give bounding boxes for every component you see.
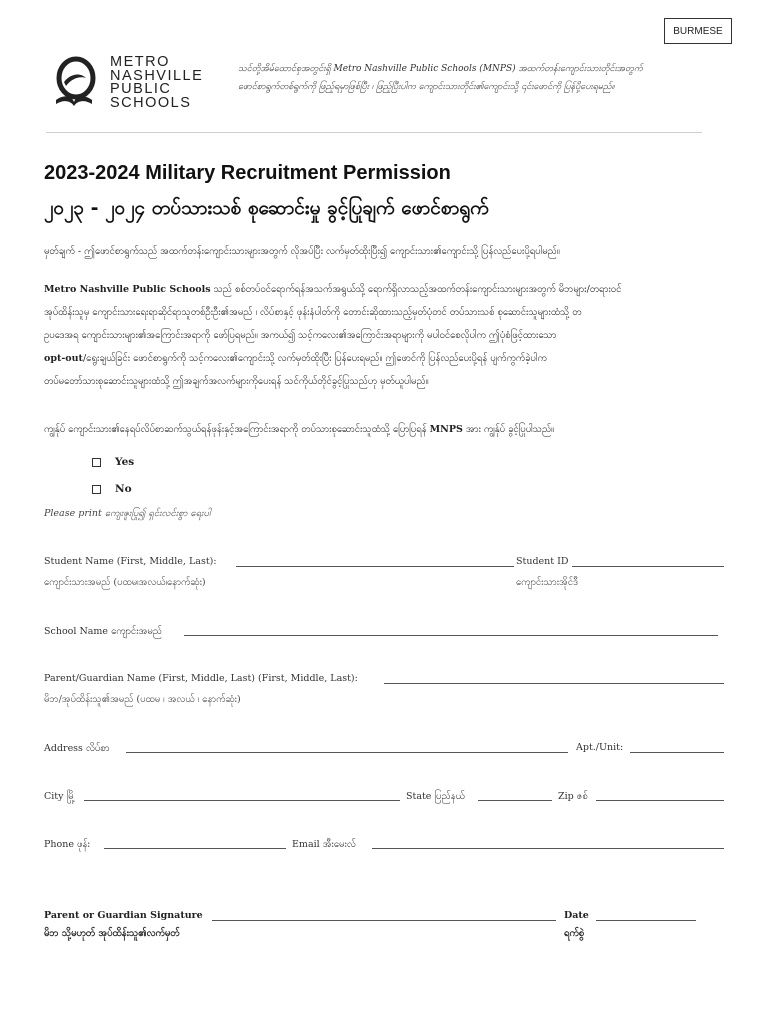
signature-label: Parent or Guardian Signature <box>44 910 203 921</box>
zip-label: Zip ဇစ် <box>558 791 588 802</box>
paragraph-text: /ရွေးချယ်ခြင်း ဖောင်စာရွက်ကို သင့်ကလေး၏ကျောင်းသို့ လက်မှတ်ထိုးပြီး ပြန်ပေးရမည်။ ဤဖောင်ကို ပြန်လည်ပေးပို့ရန် ပျက်ကွက်ခဲ့ပါက <box>82 353 547 364</box>
state-label: State ပြည်နယ် <box>406 791 465 802</box>
paragraph-line <box>44 278 764 301</box>
phone-field[interactable] <box>104 837 286 849</box>
phone-label: Phone ဖုန်း <box>44 839 90 850</box>
consent-bold: MNPS <box>429 424 463 435</box>
mnps-logo-icon <box>50 56 98 112</box>
page-title: 2023-2024 Military Recruitment Permission <box>44 162 451 184</box>
paragraph-bold: Metro Nashville Public Schools <box>44 284 211 295</box>
paragraph-text: အုပ်ထိန်းသူမှ ကျောင်းသားရေးရာဆိုင်ရာသူတစ်ဦးဦး၏အမည် ၊ လိပ်စာနှင့် ဖုန်းနံပါတ်ကို တောင်းဆိုထားသည့်မှတ်ပုံတင် တပ်သားသစ် စုဆောင်းသူများထံသို့ တ <box>44 307 582 318</box>
zip-field[interactable] <box>596 789 724 801</box>
parent-name-field[interactable] <box>384 672 724 684</box>
school-name-field[interactable] <box>184 624 718 636</box>
student-id-sublabel: ကျောင်းသားအိုင်ဒီ <box>516 577 578 588</box>
student-id-field[interactable] <box>572 555 724 567</box>
date-field[interactable] <box>596 909 696 921</box>
consent-statement <box>44 418 764 441</box>
apt-label: Apt./Unit: <box>576 742 624 753</box>
intro-text <box>238 60 738 96</box>
student-name-label: Student Name (First, Middle, Last): <box>44 556 217 567</box>
date-label: Date <box>564 910 589 921</box>
header-divider <box>46 132 702 133</box>
consent-text: ကျွန်ုပ် ကျောင်းသား၏နေရပ်လိပ်စာဆက်သွယ်ရန်ဖုန်းနှင့်အကြောင်းအရာကို တပ်သားစုဆောင်းသူထံသို့ ပြောပြရန် <box>44 424 430 435</box>
policy-paragraph <box>44 278 764 393</box>
logo-line: PUBLIC <box>110 81 172 97</box>
no-checkbox[interactable] <box>92 485 101 494</box>
logo-wordmark <box>110 56 203 110</box>
state-field[interactable] <box>478 789 552 801</box>
date-sublabel: ရက်စွဲ <box>564 928 585 939</box>
paragraph-line <box>44 347 764 370</box>
city-label: City မြို့ <box>44 791 76 802</box>
student-name-sublabel: ကျောင်းသားအမည် (ပထမ၊အလယ်၊နောက်ဆုံး) <box>44 577 206 588</box>
parent-name-sublabel: မိဘ/အုပ်ထိန်းသူ၏အမည် (ပထမ ၊ အလယ် ၊ နောက်ဆုံး) <box>44 694 241 705</box>
language-badge: BURMESE <box>664 18 732 44</box>
signature-field[interactable] <box>212 909 556 921</box>
logo-line: METRO <box>110 54 170 70</box>
intro-line: ဖောင်စာရွက်တစ်ရွက်ကို ဖြည့်ရမှာဖြစ်ပြီး ၊ ဖြည့်ပြီးပါက ကျောင်းသားတိုင်း၏ကျောင်းသို့ ၎င်းဖောင်ကို ပြန်ပို့ပေးရမည်။ <box>238 82 615 92</box>
no-label: No <box>115 483 132 495</box>
intro-line: သင်တို့အိမ်ထောင်စုအတွင်းရှိ Metro Nashville Public Schools (MNPS) အထက်တန်းကျောင်းသားတိုင်းအတွက် <box>238 64 643 74</box>
logo-line: NASHVILLE <box>110 67 204 84</box>
page-title-burmese: ၂၀၂၃ - ၂၀၂၄ တပ်သားသစ် စုဆောင်းမှု ခွင့်ပြုချက် ဖောင်စာရွက် <box>44 197 489 219</box>
school-name-label: School Name ကျောင်းအမည် <box>44 626 162 637</box>
apt-field[interactable] <box>630 741 724 753</box>
yes-option[interactable] <box>92 456 134 468</box>
logo-line: SCHOOLS <box>110 94 192 111</box>
address-label: Address လိပ်စာ <box>44 743 110 754</box>
yes-checkbox[interactable] <box>92 458 101 467</box>
student-id-label: Student ID <box>516 556 569 567</box>
email-label: Email အီးမေးလ် <box>292 839 356 850</box>
address-field[interactable] <box>126 741 568 753</box>
paragraph-line <box>44 370 764 393</box>
consent-text: အား ကျွန်ုပ် ခွင့်ပြုပါသည်။ <box>462 424 554 435</box>
paragraph-text: သည် စစ်တပ်ဝင်ရောက်ရန်အသက်အရွယ်သို့ ရောက်ရှိလာသည့်အထက်တန်းကျောင်းသားများအတွက် မိဘများ/တရားဝင် <box>210 284 622 295</box>
student-name-field[interactable] <box>236 555 514 567</box>
paragraph-line <box>44 301 764 324</box>
paragraph-line <box>44 324 764 347</box>
paragraph-bold: opt-out <box>44 353 83 364</box>
signature-sublabel: မိဘ သို့မဟုတ် အုပ်ထိန်းသူ၏လက်မှတ် <box>44 928 180 939</box>
parent-name-label: Parent/Guardian Name (First, Middle, Last) (First, Middle, Last): <box>44 673 358 684</box>
yes-label: Yes <box>115 456 135 468</box>
form-note: မှတ်ချက် - ဤဖောင်စာရွက်သည် အထက်တန်းကျောင်းသားများအတွက် လိုအပ်ပြီး လက်မှတ်ထိုးပြီး၍ ကျောင်းသား၏ကျောင်းသို့ ပြန်လည်ပေးပို့ရပါမည်။ <box>44 246 560 257</box>
paragraph-text: ဥပဒေအရ ကျောင်းသားများ၏အကြောင်းအရာကို ဖော်ပြရမည်။ အကယ်၍ သင့်ကလေး၏အကြောင်းအရာများကို မပါဝင်စေလိုပါက ဤပုံစံဖြင့်ထားသော <box>44 330 557 341</box>
email-field[interactable] <box>372 837 724 849</box>
no-option[interactable] <box>92 483 132 495</box>
city-field[interactable] <box>84 789 400 801</box>
paragraph-text: တပ်မတော်သားစုဆောင်းသူများထံသို့ ဤအချက်အလက်များကိုပေးရန် သင်ကိုယ်တိုင်ခွင့်ပြုသည်ဟု မှတ်ယူပါမည်။ <box>44 376 429 387</box>
print-instruction: Please print ကျေးဇူးပြု၍ ရှင်းလင်းစွာ ရေးပါ <box>44 508 211 519</box>
